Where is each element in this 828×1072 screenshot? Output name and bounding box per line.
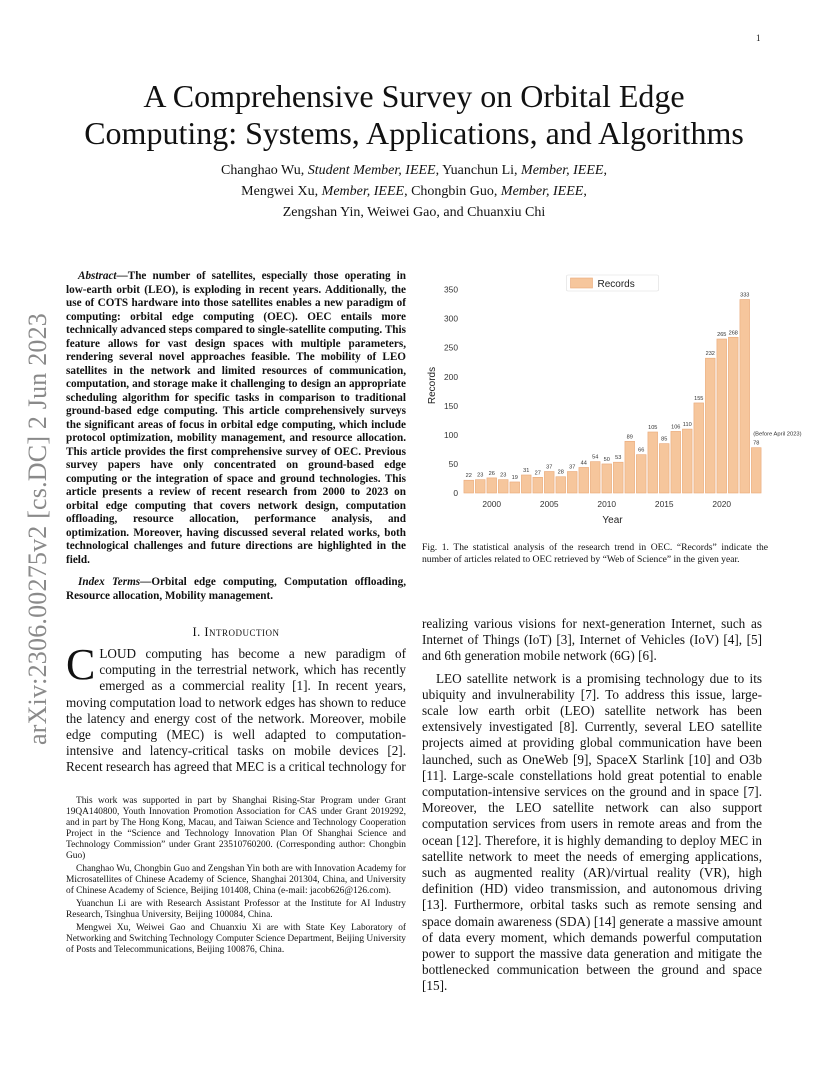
chart-x-tick-label: 2020 bbox=[712, 499, 732, 509]
chart-data-label: 333 bbox=[740, 292, 750, 299]
chart-data-label: 22 bbox=[465, 473, 472, 480]
chart-data-label: 37 bbox=[546, 464, 553, 471]
chart-data-label: 155 bbox=[694, 395, 704, 402]
records-bar-chart bbox=[410, 268, 802, 530]
chart-bar bbox=[556, 477, 566, 493]
chart-bar bbox=[740, 300, 750, 494]
chart-bar bbox=[533, 477, 543, 493]
chart-bar bbox=[671, 431, 681, 493]
chart-bar bbox=[510, 482, 520, 493]
chart-data-label: 50 bbox=[603, 456, 610, 463]
chart-bar bbox=[728, 337, 738, 493]
chart-x-tick-label: 2000 bbox=[482, 499, 502, 509]
chart-data-label: 53 bbox=[615, 455, 622, 462]
title-line-1: A Comprehensive Survey on Orbital Edge bbox=[143, 78, 685, 114]
footnotes bbox=[66, 796, 406, 958]
chart-data-label: 110 bbox=[682, 422, 692, 429]
footnote-affiliation-1: Changhao Wu, Chongbin Guo and Zengshan Yin both are with Innovation Academy for Microsatellites of Chinese Academy of Science, Shanghai 201304, China, and University of Chinese Academy of Science, Beijing 101408, China (e-mail: jacob626@126.com). bbox=[66, 864, 406, 896]
intro-first-word: LOUD bbox=[99, 646, 136, 661]
author-line-1: Changhao Wu, Student Member, IEEE, Yuanchun Li, Member, IEEE, bbox=[221, 163, 607, 178]
chart-bar bbox=[567, 472, 577, 494]
chart-x-tick-label: 2010 bbox=[597, 499, 617, 509]
chart-data-label: 31 bbox=[523, 467, 530, 474]
chart-data-label: 268 bbox=[728, 330, 738, 337]
chart-data-label: 28 bbox=[557, 469, 564, 476]
chart-bar bbox=[464, 480, 474, 493]
footnote-affiliation-3: Mengwei Xu, Weiwei Gao and Chuanxiu Xi are with State Key Laboratory of Networking and Switching Technology Computer Science Department, Beijing University of Posts and Telecommunications, Beijing 100876, China. bbox=[66, 923, 406, 955]
chart-y-tick-label: 350 bbox=[444, 284, 458, 295]
section-heading-introduction: I. Introduction bbox=[192, 625, 280, 639]
arxiv-stamp-text: arXiv:2306.00275v2 [cs.DC] 2 Jun 2023 bbox=[23, 312, 52, 746]
intro-text: computing has become a new paradigm of computing in the terrestrial network, which has recently emerged as a commercial reality [1]. In recent years, moving computation load to network edges has shown to reduce the latency and energy cost of the network. Moreover, mobile edge computing (MEC) is well adapted to computation-intensive and latency-critical tasks on mobile devices [2]. Recent research has agreed that MEC is a critical technology for bbox=[66, 646, 406, 775]
chart-data-label: 27 bbox=[534, 470, 541, 477]
right-column-body bbox=[422, 616, 762, 1001]
chart-y-tick-label: 250 bbox=[444, 342, 458, 353]
chart-data-label: 44 bbox=[580, 460, 587, 467]
drop-cap: C bbox=[66, 640, 96, 689]
chart-y-tick-label: 300 bbox=[444, 313, 458, 324]
chart-data-label: 37 bbox=[569, 464, 576, 471]
chart-y-tick-label: 200 bbox=[444, 371, 458, 382]
chart-y-tick-label: 100 bbox=[444, 429, 458, 440]
chart-legend-swatch bbox=[571, 278, 593, 288]
chart-data-label: 23 bbox=[477, 472, 484, 479]
chart-legend-label: Records bbox=[597, 279, 635, 290]
abstract bbox=[66, 270, 406, 567]
chart-bar bbox=[682, 429, 692, 493]
chart-bar bbox=[648, 432, 658, 493]
chart-bar bbox=[579, 467, 589, 493]
chart-data-label: 89 bbox=[626, 434, 633, 441]
chart-bar bbox=[705, 358, 715, 493]
chart-data-label: 26 bbox=[488, 470, 495, 477]
chart-bar bbox=[694, 403, 704, 493]
chart-data-label: 265 bbox=[717, 332, 727, 339]
chart-annotation: (Before April 2023) bbox=[753, 431, 802, 438]
chart-bar bbox=[613, 462, 623, 493]
chart-bar bbox=[636, 455, 646, 493]
chart-bar bbox=[487, 478, 497, 493]
chart-data-label: 19 bbox=[511, 474, 518, 481]
chart-data-label: 54 bbox=[592, 454, 599, 461]
right-paragraph-2: LEO satellite network is a promising technology due to its ubiquity and invulnerability [7]. To address this issue, large-scale low earth orbit (LEO) satellite network has been extensively investigated [8]. Currently, several LEO satellite projects aimed at providing global communication have been launched, such as OneWeb [9], SpaceX Starlink [10] and O3b [11]. Large-scale constellations hold great potential to enable computation-intensive services on the ground and in space [7]. Moreover, the LEO satellite network can also support computation services from users in remote areas and from the ocean [12]. Therefore, it is highly demanding to deploy MEC in satellite network to meet the needs of emerging applications, such as augmented reality (AR)/virtual reality (VR), high definition (HD) video transmission, and autonomous driving [13]. Furthermore, orbital tasks such as remote sensing and space domain awareness (SDA) [14] generate a massive amount of data every moment, which demands powerful computation power to support the massive data generation and mitigate the bottlenecked communication between the ground and space [15]. bbox=[422, 670, 762, 994]
figure-1-chart bbox=[410, 268, 802, 530]
chart-y-tick-label: 150 bbox=[444, 400, 458, 411]
footnote-funding: This work was supported in part by Shanghai Rising-Star Program under Grant 19QA140800, Youth Innovation Promotion Association for CAS under Grant 2019292, and in part by The Hong Kong, Macau, and Taiwan Science and Technology Cooperation Project in the “Science and Technology Innovation Plan Of Shanghai Science and Technology Commission” under Grant 23510760200. (Corresponding author: Chongbin Guo) bbox=[66, 796, 406, 861]
abstract-text: —The number of satellites, especially those operating in low-earth orbit (LEO), is exploding in recent years. Additionally, the use of COTS hardware into those satellites enables a new paradigm of computing: orbital edge computing (OEC). OEC entails more technically advanced steps compared to single-satellite computing. This feature allows for vast design spaces with multiple parameters, rendering several novel approaches feasible. The mobility of LEO satellites in the network and limited resources of communication, computation, and storage make it challenging to design an appropriate scheduling algorithm for specific tasks in comparison to traditional ground-based edge computing. This article comprehensively surveys the significant areas of focus in orbital edge computing, which include protocol optimization, mobility management, and resource allocation. This article provides the first comprehensive survey of OEC. Previous survey papers have only concentrated on ground-based edge computing or the integration of space and ground technologies. This article presents a review of recent research from 2000 to 2023 on orbital edge computing that covers network design, computation offloading, resource allocation, performance analysis, and optimization. Moreover, having discussed several related works, both technological challenges and future directions are highlighted in the field. bbox=[66, 270, 406, 566]
chart-x-tick-label: 2005 bbox=[539, 499, 559, 509]
chart-bar bbox=[602, 464, 612, 493]
author-line-3: Zengshan Yin, Weiwei Gao, and Chuanxiu Chi bbox=[282, 205, 546, 220]
abstract-label: Abstract bbox=[78, 270, 117, 282]
chart-data-label: 23 bbox=[500, 472, 507, 479]
chart-bar bbox=[498, 480, 508, 493]
left-column bbox=[66, 270, 406, 776]
author-line-2: Mengwei Xu, Member, IEEE, Chongbin Guo, Member, IEEE, bbox=[241, 184, 587, 199]
chart-bar bbox=[717, 339, 727, 493]
chart-data-label: 85 bbox=[661, 436, 668, 443]
chart-x-tick-label: 2015 bbox=[654, 499, 674, 509]
chart-y-tick-label: 50 bbox=[448, 458, 458, 469]
chart-bar bbox=[590, 462, 600, 493]
chart-y-tick-label: 0 bbox=[453, 488, 458, 498]
chart-bar bbox=[751, 448, 761, 493]
right-paragraph-1: realizing various visions for next-generation Internet, such as Internet of Things (IoT) [3], Internet of Vehicles (IoV) [4], [5] and 6th generation mobile network (6G) [6]. bbox=[422, 616, 762, 664]
chart-bar bbox=[659, 444, 669, 493]
figure-1-caption: Fig. 1. The statistical analysis of the research trend in OEC. “Records” indicate the number of articles related to OEC retrieved by “Web of Science” in the given year. bbox=[422, 542, 768, 565]
chart-data-label: 105 bbox=[648, 424, 658, 431]
chart-bar bbox=[475, 480, 485, 493]
chart-data-label: 66 bbox=[638, 447, 645, 454]
chart-data-label: 78 bbox=[753, 440, 760, 447]
intro-paragraph bbox=[66, 640, 406, 776]
chart-bar bbox=[544, 472, 554, 494]
index-terms bbox=[66, 576, 406, 603]
page-number: 1 bbox=[756, 33, 761, 43]
arxiv-side-stamp bbox=[19, 294, 57, 764]
index-terms-label: Index Terms bbox=[78, 576, 141, 588]
paper-title bbox=[40, 78, 788, 152]
title-line-2: Computing: Systems, Applications, and Algorithms bbox=[84, 115, 744, 151]
author-list bbox=[40, 160, 788, 223]
chart-x-axis-label: Year bbox=[602, 515, 623, 526]
footnote-affiliation-2: Yuanchun Li are with Research Assistant Professor at the Institute for AI Industry Research, Tsinghua University, Beijing 100084, China. bbox=[66, 899, 406, 920]
chart-bar bbox=[625, 441, 635, 493]
chart-y-axis-label: Records bbox=[427, 366, 438, 405]
chart-bar bbox=[521, 475, 531, 493]
chart-data-label: 232 bbox=[705, 351, 715, 358]
index-terms-text: —Orbital edge computing, Computation offloading, Resource allocation, Mobility management. bbox=[66, 576, 406, 602]
chart-data-label: 106 bbox=[671, 424, 681, 431]
